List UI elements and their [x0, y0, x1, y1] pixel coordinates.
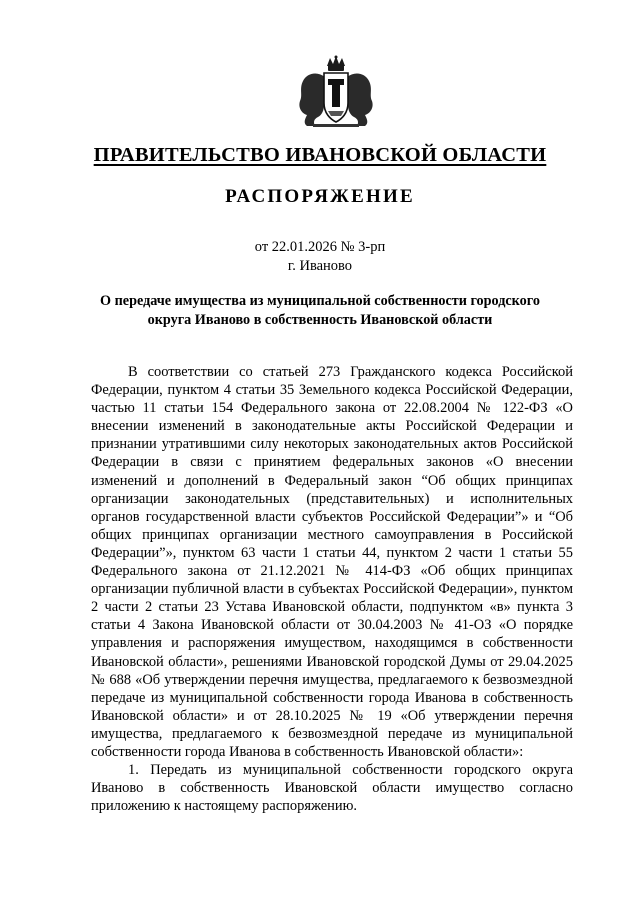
- coat-of-arms-icon: [295, 55, 377, 129]
- subject-line-1: О передаче имущества из муниципальной собственности городского: [100, 293, 540, 309]
- left-supporter-icon: [299, 74, 325, 126]
- document-city: г. Иваново: [287, 258, 353, 274]
- subject-line-2: округа Иваново в собственность Ивановской области: [147, 312, 493, 328]
- document-subject: [88, 292, 552, 330]
- document-date-number: от 22.01.2026 № 3-рп: [254, 239, 386, 255]
- document-meta: [200, 238, 440, 276]
- item-1-paragraph: 1. Передать из муниципальной собственности городского округа Иваново в собственность Ивановской области имущество согласно приложению к настоящему распоряжению.: [91, 762, 573, 815]
- document-type-title: РАСПОРЯЖЕНИЕ: [225, 186, 415, 207]
- right-supporter-icon: [347, 74, 373, 126]
- preamble-paragraph: В соответствии со статьей 273 Гражданского кодекса Российской Федерации, пунктом 4 статьи 35 Земельного кодекса Российской Федерации, частью 11 статьи 154 Федерального закона от 22.08.2004 № 122-ФЗ «О внесении изменений в законодательные акты Российской Федерации и признании утратившими силу некоторых законодательных актов Российской Федерации в связи с принятием федеральных законов «О внесении изменений и дополнений в Федеральный закон “Об общих принципах организации законодательных (представительных) и исполнительных органов государственной власти субъектов Российской Федерации”» и “Об общих принципах организации местного самоуправления в Российской Федерации”», пунктом 63 части 1 статьи 44, пунктом 2 части 1 статьи 55 Федерального закона от 21.12.2021 № 414-ФЗ «Об общих принципах организации публичной власти в субъектах Российской Федерации», пунктом 2 части 2 статьи 23 Устава Ивановской области, подпунктом «в» пункта 3 статьи 4 Закона Ивановской области от 30.04.2003 № 41-ОЗ «О порядке управления и распоряжения имуществом, находящимся в собственности Ивановской области», решениями Ивановской городской Думы от 29.04.2025 № 688 «Об утверждении перечня имущества, предлагаемого к безвозмездной передаче из муниципальной собственности города Иванова в собственность Ивановской области» и от 28.10.2025 № 19 «Об утверждении перечня имущества, предлагаемого к безвозмездной передаче из муниципальной собственности города Иванова в собственность Ивановской области»:: [91, 364, 573, 760]
- document-body: [91, 363, 573, 815]
- crown-icon: [327, 56, 345, 72]
- organization-title: ПРАВИТЕЛЬСТВО ИВАНОВСКОЙ ОБЛАСТИ: [93, 144, 547, 166]
